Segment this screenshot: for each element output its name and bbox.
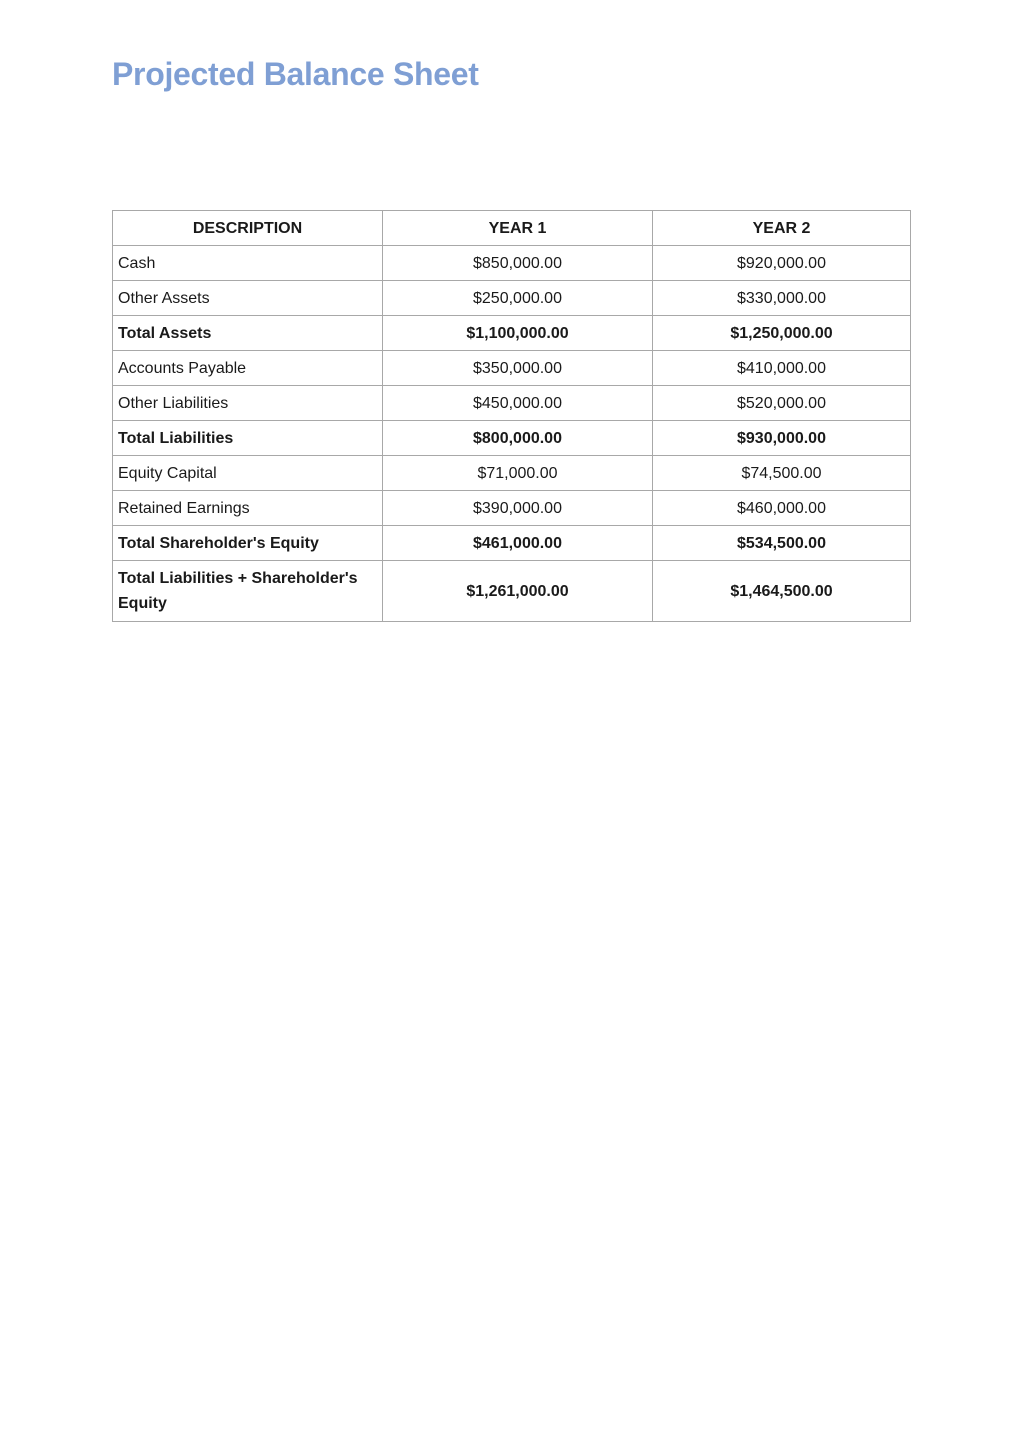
row-year-2-value: $920,000.00: [653, 246, 911, 281]
row-label: Other Assets: [113, 281, 383, 316]
row-year-2-value: $534,500.00: [653, 526, 911, 561]
header-year-1: YEAR 1: [383, 211, 653, 246]
table-row-total-assets: [113, 316, 911, 351]
row-year-2-value: $460,000.00: [653, 491, 911, 526]
row-label: Other Liabilities: [113, 386, 383, 421]
row-year-1-value: $390,000.00: [383, 491, 653, 526]
row-label: Total Liabilities: [113, 421, 383, 456]
row-year-2-value: $930,000.00: [653, 421, 911, 456]
row-year-2-value: $330,000.00: [653, 281, 911, 316]
table-row-total-liabilities-and-equity: [113, 561, 911, 622]
row-year-1-value: $71,000.00: [383, 456, 653, 491]
table-row-total-shareholders-equity: [113, 526, 911, 561]
header-year-2: YEAR 2: [653, 211, 911, 246]
table-row-other-liabilities: [113, 386, 911, 421]
row-year-1-value: $350,000.00: [383, 351, 653, 386]
table-header-row: [113, 211, 911, 246]
row-year-1-value: $461,000.00: [383, 526, 653, 561]
row-year-2-value: $520,000.00: [653, 386, 911, 421]
row-year-1-value: $1,100,000.00: [383, 316, 653, 351]
row-year-2-value: $1,250,000.00: [653, 316, 911, 351]
row-year-2-value: $410,000.00: [653, 351, 911, 386]
row-year-1-value: $450,000.00: [383, 386, 653, 421]
row-label: Equity Capital: [113, 456, 383, 491]
row-year-1-value: $1,261,000.00: [383, 561, 653, 622]
balance-sheet-table: [112, 210, 911, 622]
table-row-retained-earnings: [113, 491, 911, 526]
table-row-cash: [113, 246, 911, 281]
row-year-1-value: $250,000.00: [383, 281, 653, 316]
row-label: Total Liabilities + Shareholder's Equity: [113, 561, 383, 622]
row-year-2-value: $1,464,500.00: [653, 561, 911, 622]
page-title: Projected Balance Sheet: [112, 56, 479, 92]
row-year-2-value: $74,500.00: [653, 456, 911, 491]
table-row-accounts-payable: [113, 351, 911, 386]
row-label: Cash: [113, 246, 383, 281]
table-row-other-assets: [113, 281, 911, 316]
table-row-equity-capital: [113, 456, 911, 491]
row-label: Total Assets: [113, 316, 383, 351]
header-description: DESCRIPTION: [113, 211, 383, 246]
row-label: Accounts Payable: [113, 351, 383, 386]
row-year-1-value: $850,000.00: [383, 246, 653, 281]
row-year-1-value: $800,000.00: [383, 421, 653, 456]
row-label: Retained Earnings: [113, 491, 383, 526]
row-label: Total Shareholder's Equity: [113, 526, 383, 561]
table-row-total-liabilities: [113, 421, 911, 456]
